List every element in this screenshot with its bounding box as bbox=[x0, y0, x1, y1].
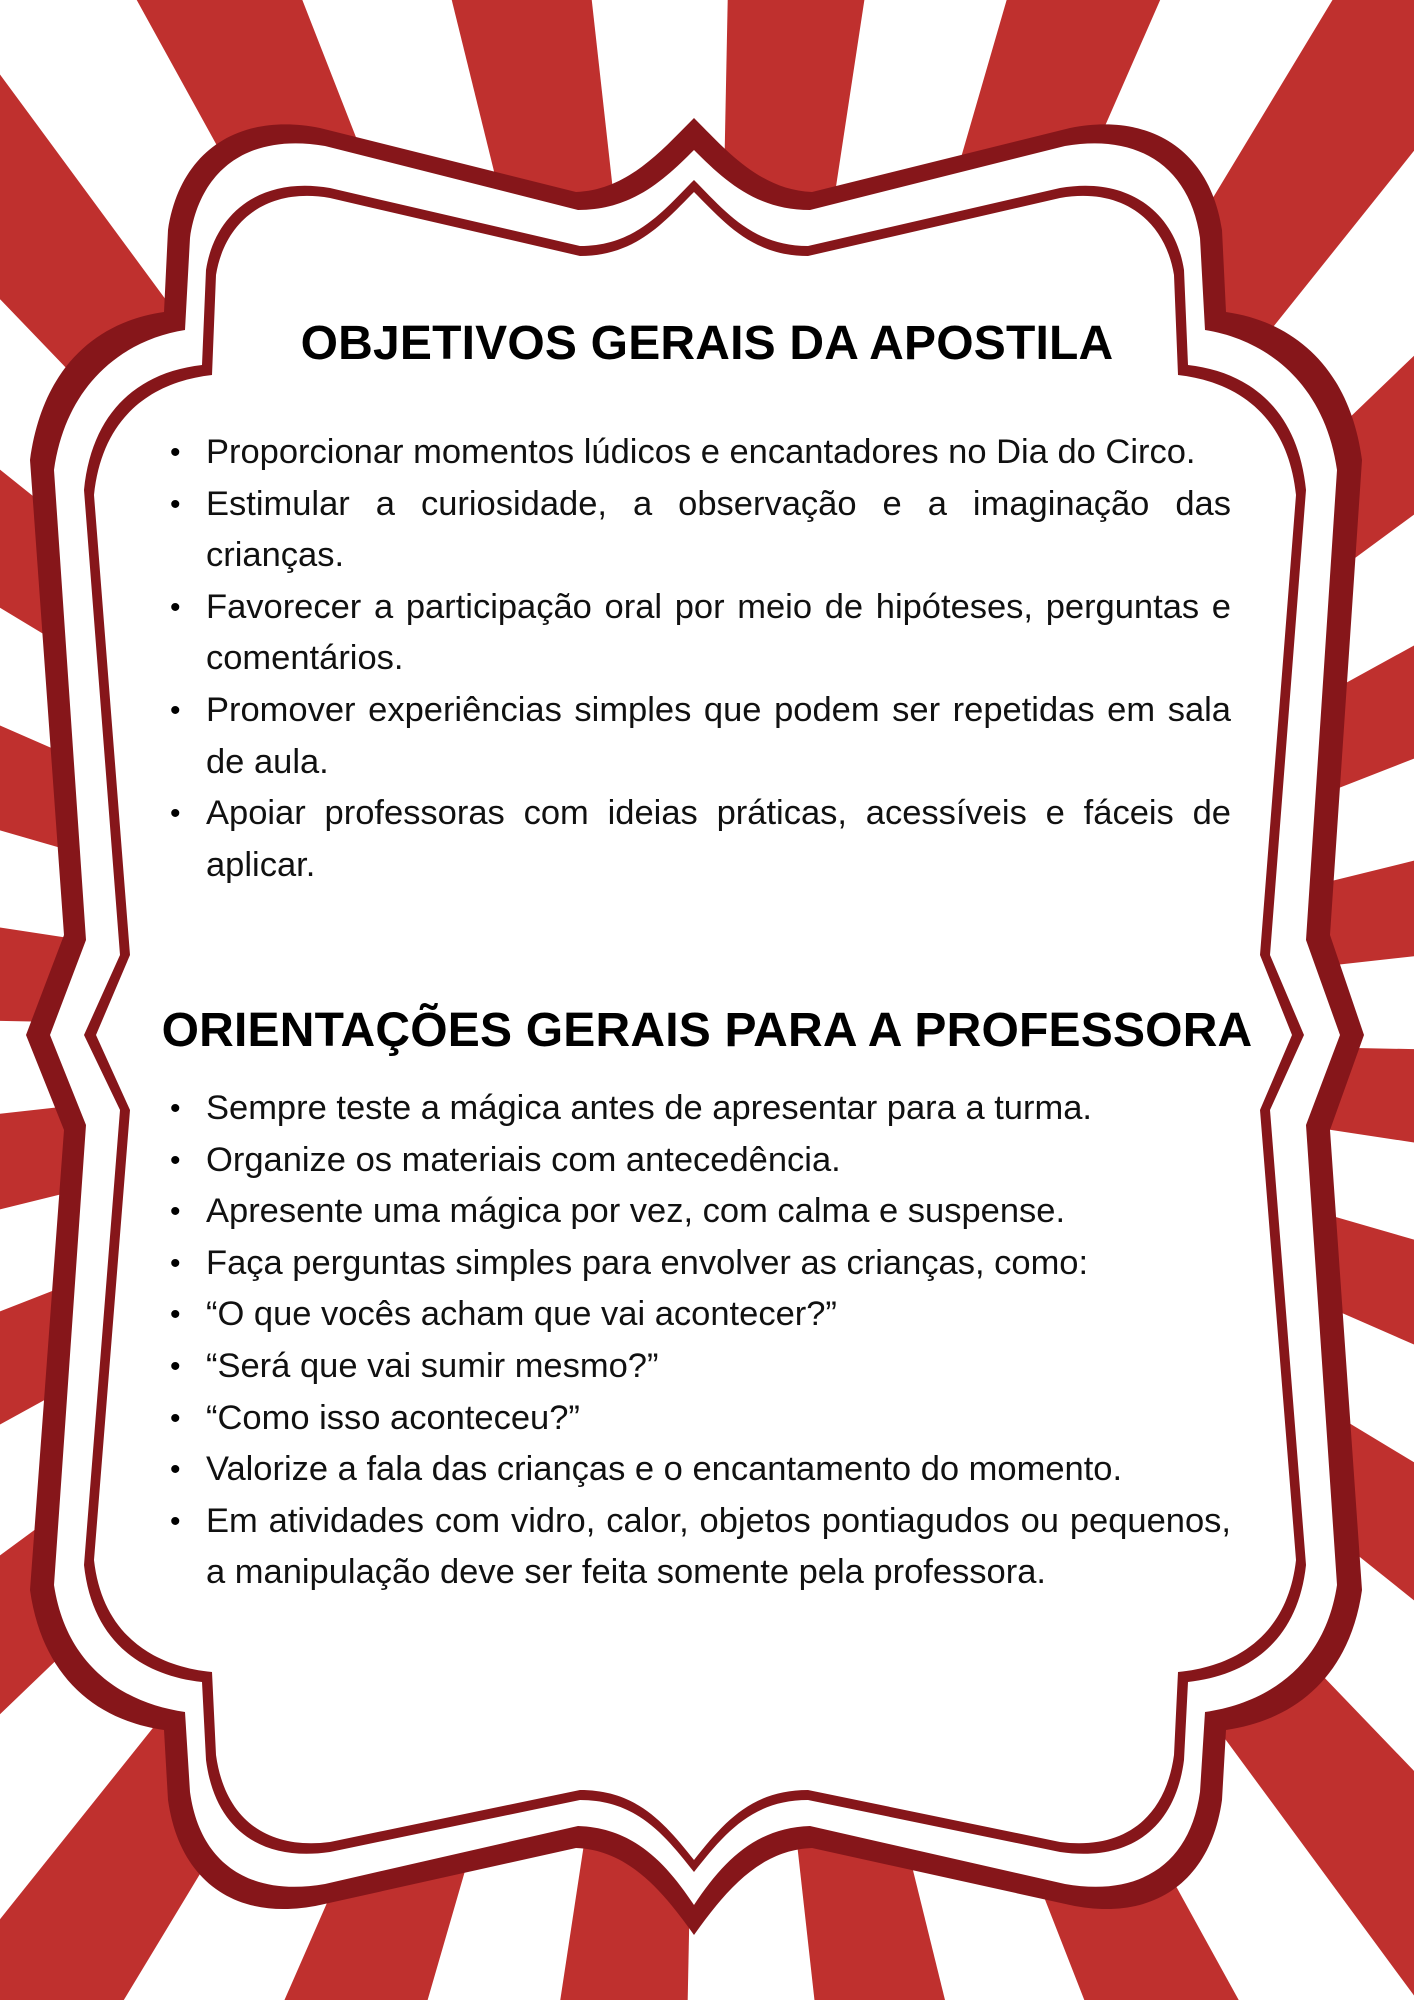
guideline-item: • Organize os materiais com antecedência. bbox=[170, 1135, 1231, 1187]
guideline-item: • Em atividades com vidro, calor, objetos pontiagudos ou pequenos, a manipulação deve ser feita somente pela professora. bbox=[170, 1496, 1231, 1599]
guidelines-list bbox=[170, 1083, 1231, 1599]
guideline-item: • “Como isso aconteceu?” bbox=[170, 1393, 1231, 1445]
objectives-title: OBJETIVOS GERAIS DA APOSTILA bbox=[300, 317, 1114, 370]
objective-item: • Favorecer a participação oral por meio de hipóteses, perguntas e comentários. bbox=[170, 582, 1231, 685]
guideline-item: • Faça perguntas simples para envolver as crianças, como: bbox=[170, 1238, 1231, 1290]
objective-item: • Proporcionar momentos lúdicos e encantadores no Dia do Circo. bbox=[170, 427, 1231, 479]
guidelines-title: ORIENTAÇÕES GERAIS PARA A PROFESSORA bbox=[161, 1004, 1253, 1057]
objective-item: • Apoiar professoras com ideias práticas, acessíveis e fáceis de aplicar. bbox=[170, 788, 1231, 891]
guideline-item: • “Será que vai sumir mesmo?” bbox=[170, 1341, 1231, 1393]
objectives-list bbox=[170, 427, 1231, 891]
objective-item: • Estimular a curiosidade, a observação e a imaginação das crianças. bbox=[170, 479, 1231, 582]
guideline-item: • Apresente uma mágica por vez, com calma e suspense. bbox=[170, 1186, 1231, 1238]
guideline-item: • Valorize a fala das crianças e o encantamento do momento. bbox=[170, 1444, 1231, 1496]
objective-item: • Promover experiências simples que podem ser repetidas em sala de aula. bbox=[170, 685, 1231, 788]
guideline-item: • Sempre teste a mágica antes de apresentar para a turma. bbox=[170, 1083, 1231, 1135]
guideline-item: • “O que vocês acham que vai acontecer?” bbox=[170, 1289, 1231, 1341]
